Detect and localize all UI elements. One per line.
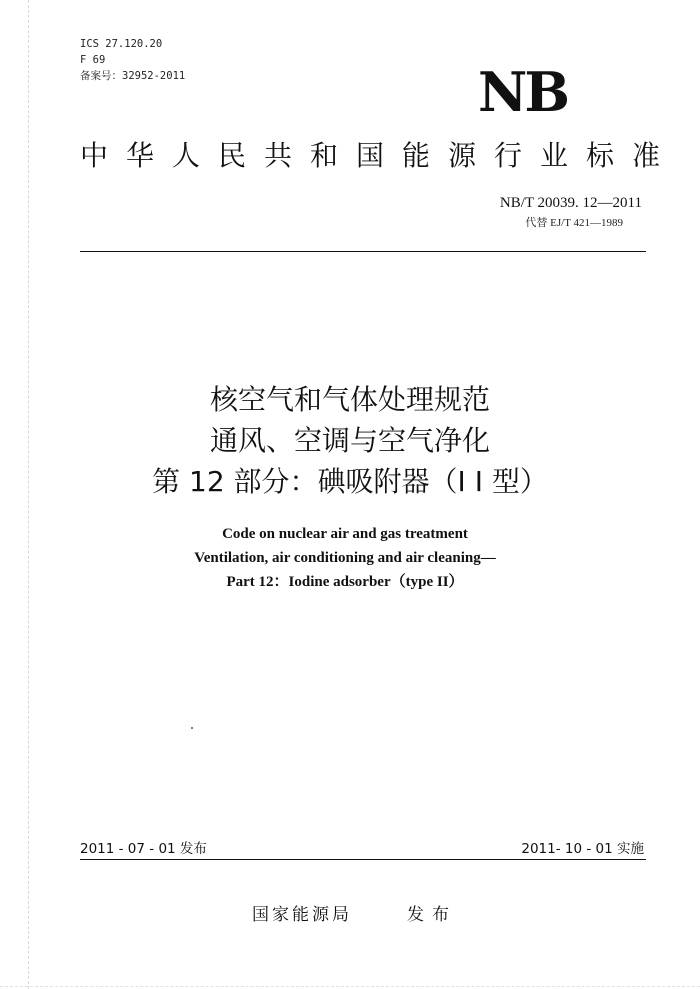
industry-standard-heading: 中华人民共和国能源行业标准 <box>80 139 679 172</box>
classification-code: F 69 <box>80 54 106 66</box>
scan-edge-bottom <box>0 986 700 987</box>
replaces-standard: 代替 EJ/T 421—1989 <box>525 217 623 229</box>
standard-number: NB/T 20039. 12—2011 <box>499 195 642 211</box>
publisher-name: 国家能源局 <box>252 905 352 925</box>
classification-block <box>80 36 185 84</box>
ics-code: ICS 27.120.20 <box>80 38 163 50</box>
title-en-line2: Ventilation, air conditioning and air cleaning— <box>194 550 496 566</box>
title-en-line3: Part 12：Iodine adsorber（type II） <box>226 574 464 590</box>
issue-date: 2011 - 07 - 01 发布 <box>80 841 207 857</box>
title-zh-line3: 第 12 部分：碘吸附器（I I 型） <box>152 465 548 498</box>
publish-label: 发布 <box>407 905 457 925</box>
title-en-line1: Code on nuclear air and gas treatment <box>222 526 468 542</box>
title-zh-line2: 通风、空调与空气净化 <box>209 424 490 457</box>
scan-speck <box>191 727 193 729</box>
record-number: 备案号：32952-2011 <box>80 70 186 82</box>
nb-logo: NB <box>478 60 568 124</box>
implementation-date: 2011- 10 - 01 实施 <box>521 841 644 857</box>
title-zh-line1: 核空气和气体处理规范 <box>209 383 490 416</box>
header-divider <box>80 251 646 252</box>
footer-divider <box>80 859 646 860</box>
